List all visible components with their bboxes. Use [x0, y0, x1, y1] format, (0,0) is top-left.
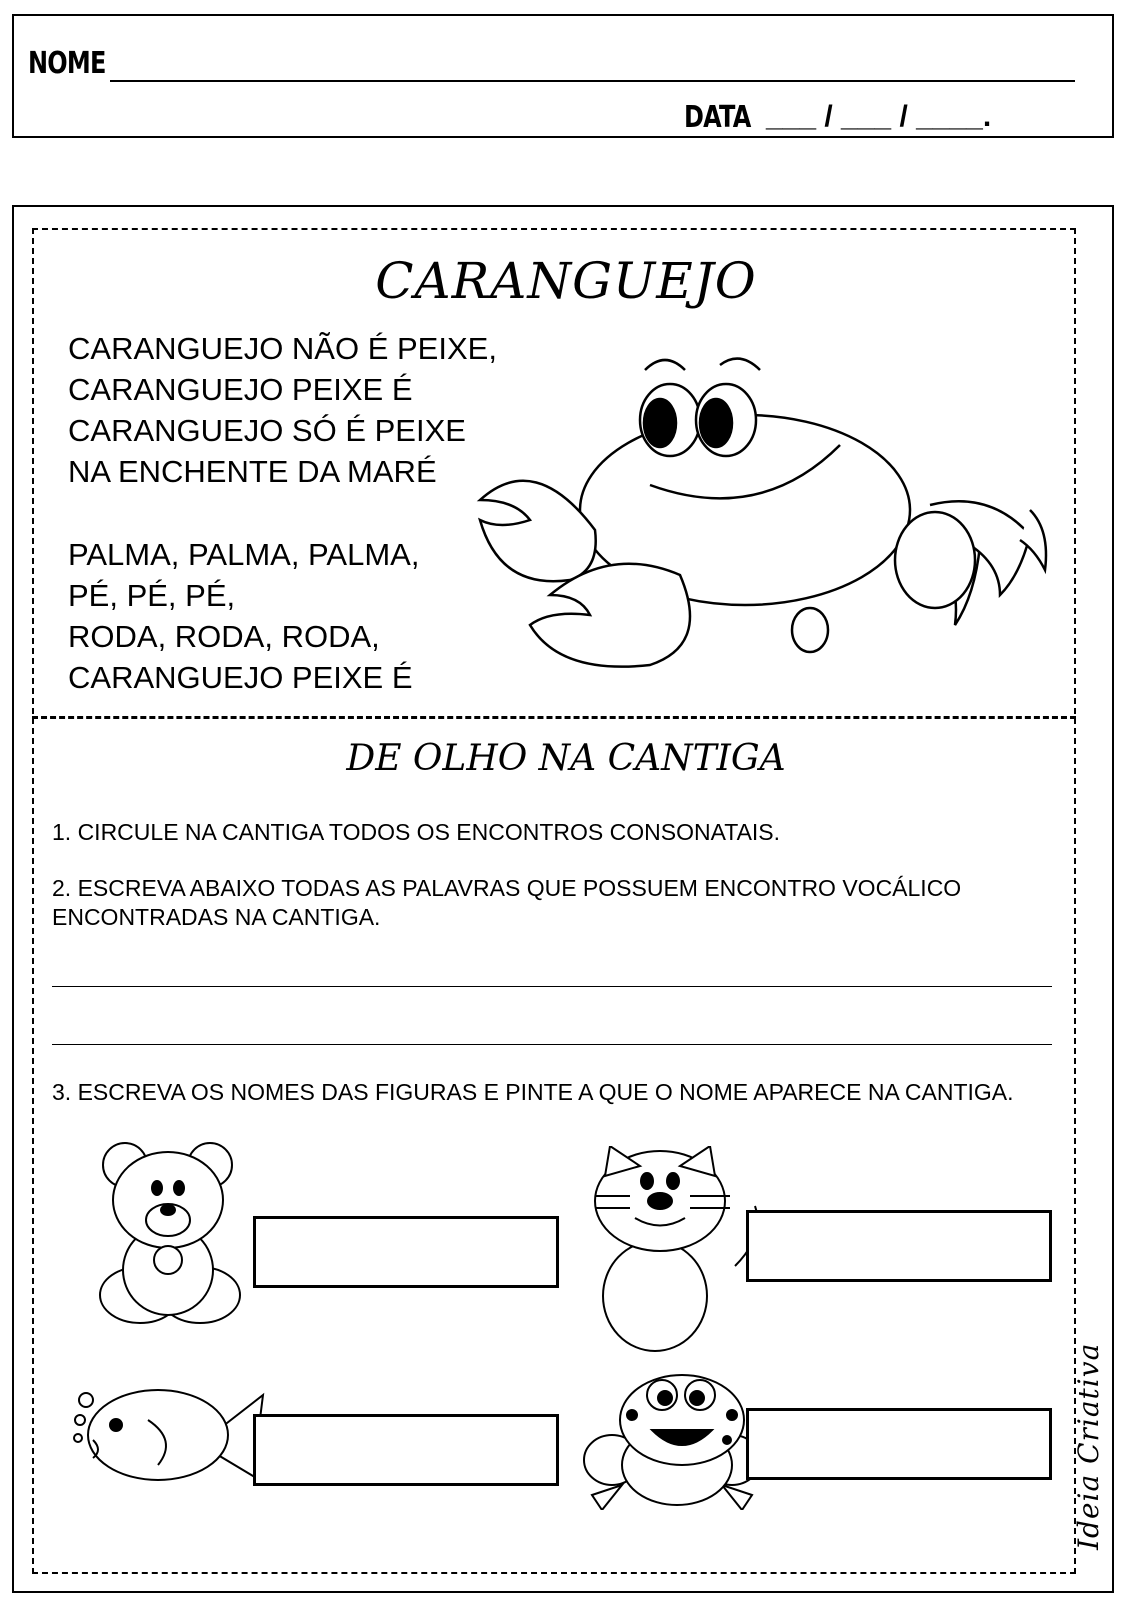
section-divider — [32, 716, 1076, 719]
answer-line[interactable] — [52, 986, 1052, 987]
header-box — [12, 14, 1114, 138]
data-input-blanks[interactable]: ___ / ___ / ____. — [766, 100, 992, 133]
crab-illustration — [470, 345, 1070, 695]
question-2: 2. ESCREVA ABAIXO TODAS AS PALAVRAS QUE POSSUEM ENCONTRO VOCÁLICO ENCONTRADAS NA CANTIGA. — [52, 875, 962, 930]
lyric-line: CARANGUEJO PEIXE É — [68, 372, 413, 407]
fish-figure — [68, 1380, 268, 1500]
nome-input-line[interactable] — [110, 80, 1075, 82]
song-title: CARANGUEJO — [375, 252, 757, 310]
cat-figure — [585, 1146, 765, 1356]
song-lyrics — [68, 328, 497, 698]
question-3: 3. ESCREVA OS NOMES DAS FIGURAS E PINTE A QUE O NOME APARECE NA CANTIGA. — [52, 1079, 1014, 1105]
lyric-line: CARANGUEJO NÃO É PEIXE, — [68, 331, 497, 366]
data-label: DATA — [684, 100, 751, 135]
answer-box-frog[interactable] — [746, 1408, 1052, 1480]
watermark-ideia-criativa: Ideia Criativa — [1072, 1342, 1105, 1550]
answer-box-bear[interactable] — [253, 1216, 559, 1288]
answer-line[interactable] — [52, 1044, 1052, 1045]
lyric-line: CARANGUEJO SÓ É PEIXE — [68, 413, 466, 448]
nome-label: NOME — [28, 46, 106, 81]
lyric-line: PALMA, PALMA, PALMA, — [68, 537, 420, 572]
answer-box-cat[interactable] — [746, 1210, 1052, 1282]
teddy-bear-figure — [85, 1140, 250, 1325]
activity-title: DE OLHO NA CANTIGA — [346, 738, 786, 779]
lyric-line: RODA, RODA, RODA, — [68, 619, 380, 654]
lyric-line: CARANGUEJO PEIXE É — [68, 660, 413, 695]
question-1: 1. CIRCULE NA CANTIGA TODOS OS ENCONTROS CONSONATAIS. — [52, 819, 781, 845]
lyric-line: PÉ, PÉ, PÉ, — [68, 578, 236, 613]
answer-box-fish[interactable] — [253, 1414, 559, 1486]
lyric-line: NA ENCHENTE DA MARÉ — [68, 454, 437, 489]
